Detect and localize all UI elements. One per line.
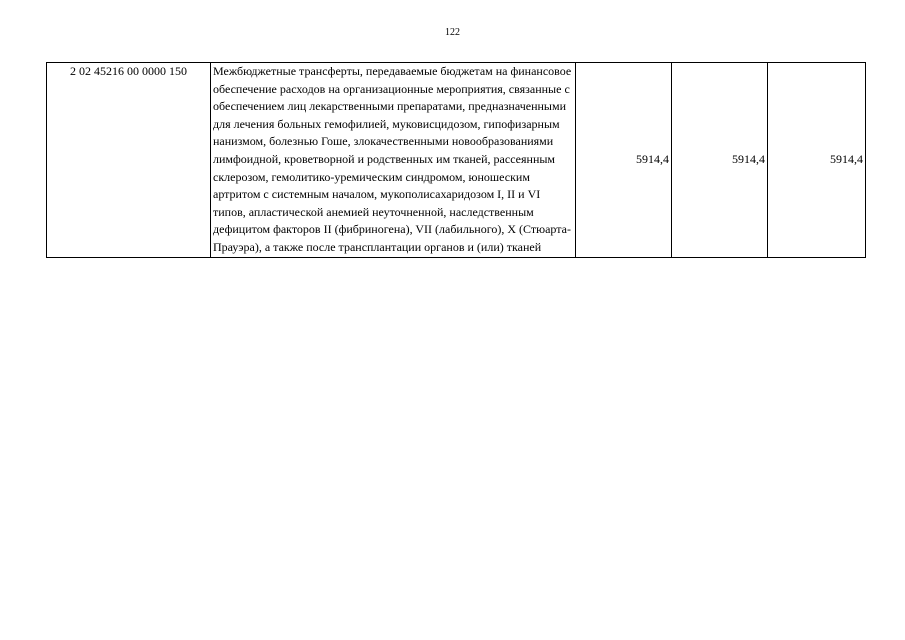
table-row: [47, 63, 866, 258]
amount-cell-1: 5914,4: [576, 63, 672, 258]
classification-code-cell: 2 02 45216 00 0000 150: [47, 63, 211, 258]
description-cell: Межбюджетные трансферты, передаваемые бюджетам на финансовое обеспечение расходов на организационные мероприятия, связанные с обеспечением лиц лекарственными препаратами, предназначенными для лечения больных гемофилией, муковисцидозом, гипофизарным нанизмом, болезнью Гоше, злокачественными новообразованиями лимфоидной, кроветворной и родственных им тканей, рассеянным склерозом, гемолитико-уремическим синдромом, юношеским артритом с системным началом, мукополисахаридозом I, II и VI типов, апластической анемией неуточненной, наследственным дефицитом факторов II (фибриногена), VII (лабильного), X (Стюарта-Прауэра), а также после трансплантации органов и (или) тканей: [211, 63, 576, 258]
amount-cell-3: 5914,4: [768, 63, 866, 258]
page-number: 122: [445, 27, 460, 38]
amount-cell-2: 5914,4: [672, 63, 768, 258]
budget-table: [46, 62, 866, 258]
